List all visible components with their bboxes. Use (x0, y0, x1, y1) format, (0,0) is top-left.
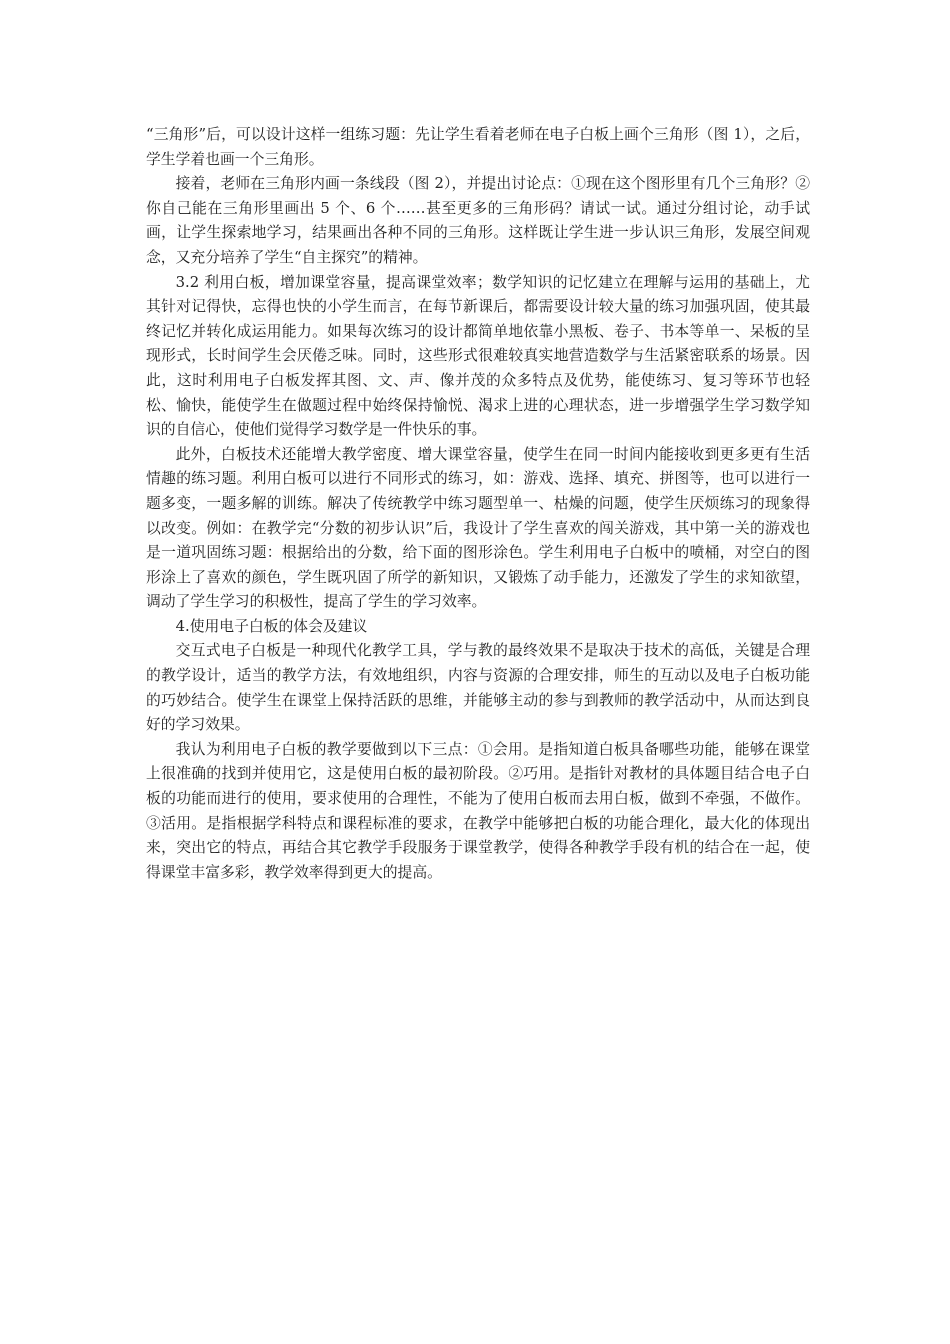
paragraph-whiteboard-practice: 此外，白板技术还能增大教学密度、增大课堂容量，使学生在同一时间内能接收到更多更有生活情趣的练习题。利用白板可以进行不同形式的练习，如：游戏、选择、填充、拼图等，也可以进行一题多变，一题多解的训练。解决了传统教学中练习题型单一、枯燥的问题，使学生厌烦练习的现象得以改变。例如：在教学完“分数的初步认识”后，我设计了学生喜欢的闯关游戏，其中第一关的游戏也是一道巩固练习题：根据给出的分数，给下面的图形涂色。学生利用电子白板中的喷桶，对空白的图形涂上了喜欢的颜色，学生既巩固了所学的新知识，又锻炼了动手能力，还激发了学生的求知欲望，调动了学生学习的积极性，提高了学生的学习效率。 (146, 445, 810, 611)
paragraph-continuation: “三角形”后，可以设计这样一组练习题：先让学生看着老师在电子白板上画个三角形（图 1），之后，学生学着也画一个三角形。 (146, 126, 810, 168)
paragraph-interactive-whiteboard: 交互式电子白板是一种现代化教学工具，学与教的最终效果不是取决于技术的高低，关键是合理的教学设计，适当的教学方法，有效地组织，内容与资源的合理安排，师生的互动以及电子白板功能的巧妙结合。使学生在课堂上保持活跃的思维，并能够主动的参与到教师的教学活动中，从而达到良好的学习效果。 (146, 642, 810, 734)
paragraph-discussion: 接着，老师在三角形内画一条线段（图 2），并提出讨论点：①现在这个图形里有几个三角形？②你自己能在三角形里画出 5 个、6 个……甚至更多的三角形码？请试一试。通过分组讨论，动手试画，让学生探索地学习，结果画出各种不同的三角形。这样既让学生进一步认识三角形，发展空间观念，又充分培养了学生“自主探究”的精神。 (146, 175, 810, 266)
paragraph-three-points: 我认为利用电子白板的教学要做到以下三点：①会用。是指知道白板具备哪些功能，能够在课堂上很准确的找到并使用它，这是使用白板的最初阶段。②巧用。是指针对教材的具体题目结合电子白板的功能而进行的使用，要求使用的合理性，不能为了使用白板而去用白板，做到不牵强，不做作。③活用。是指根据学科特点和课程标准的要求，在教学中能够把白板的功能合理化，最大化的体现出来，突出它的特点，再结合其它教学手段服务于课堂教学，使得各种教学手段有机的结合在一起，使得课堂丰富多彩，教学效率得到更大的提高。 (146, 740, 810, 881)
section-heading-4: 4.使用电子白板的体会及建议 (175, 617, 368, 635)
document-page (146, 123, 810, 885)
paragraph-section-3-2: 3.2 利用白板，增加课堂容量，提高课堂效率；数学知识的记忆建立在理解与运用的基础上，尤其针对记得快，忘得也快的小学生而言，在每节新课后，都需要设计较大量的练习加强巩固，使其最终记忆并转化成运用能力。如果每次练习的设计都简单地依靠小黑板、卷子、书本等单一、呆板的呈现形式，长时间学生会厌倦乏味。同时，这些形式很难较真实地营造数学与生活紧密联系的场景。因此，这时利用电子白板发挥其图、文、声、像并茂的众多特点及优势，能使练习、复习等环节也轻松、愉快，能使学生在做题过程中始终保持愉悦、渴求上进的心理状态，进一步增强学生学习数学知识的自信心，使他们觉得学习数学是一件快乐的事。 (146, 273, 810, 439)
